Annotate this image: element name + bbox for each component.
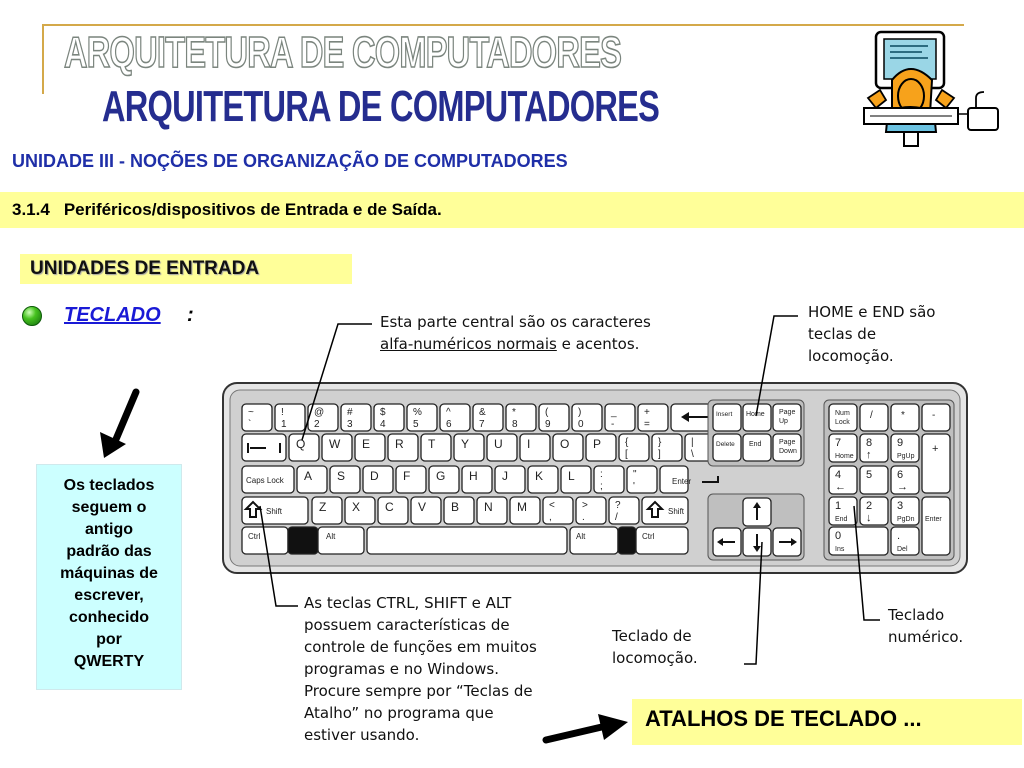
home-label: Home [746, 411, 765, 418]
kp-5-key [860, 466, 888, 494]
kp-2-key [860, 497, 888, 525]
annotation-ctrl-line: estiver usando. [304, 726, 420, 744]
annotation-ctrl-line: programas e no Windows. [304, 660, 499, 678]
qwerty-note-line: por [96, 631, 122, 648]
kp-digit-label: 5 [866, 469, 873, 481]
annotation-numerico [888, 604, 963, 648]
key-7 [473, 404, 503, 431]
key-0 [242, 404, 272, 431]
annotation-central-line2 [380, 333, 651, 355]
key-label: 7 [479, 419, 485, 430]
qwerty-note-line: padrão das [66, 543, 152, 560]
key-label: Y [461, 437, 470, 451]
key-label: P [593, 437, 602, 451]
key-label: H [469, 469, 478, 483]
key-label-shift: } [658, 437, 662, 448]
kp-digit-label: 0 [835, 530, 842, 542]
key-label: T [428, 437, 436, 451]
annotation-numerico-line: Teclado [888, 606, 945, 624]
annotation-home-end [808, 301, 935, 367]
annotation-central-underlined: alfa-numéricos normais [380, 335, 557, 353]
kp-enter-label: Enter [925, 516, 942, 523]
kp-minus-label: - [932, 410, 936, 421]
keyboard-illustration [222, 378, 968, 576]
annotation-home-end-line: HOME e END são [808, 303, 936, 321]
arrow-right-icon [542, 712, 630, 744]
page-up-label: Up [779, 418, 788, 425]
key-label: ] [658, 449, 661, 460]
kp-del-label: Del [897, 546, 908, 553]
kp-digit-label: 1 [835, 500, 842, 512]
key-zpunct-2 [609, 497, 639, 524]
kp-8-key [860, 434, 888, 462]
key-label: U [494, 437, 503, 451]
qwerty-note-line: máquinas de [60, 565, 158, 582]
kp-sub-label: ↓ [866, 512, 872, 524]
key-label: / [615, 512, 618, 523]
key-label: ` [248, 419, 252, 430]
kp-digit-label: 8 [866, 437, 873, 449]
kp-sub-label: ↑ [866, 449, 872, 461]
kp-sub-label: PgDn [897, 516, 915, 523]
annotation-locomocao-line: Teclado de [612, 627, 692, 645]
key-label: Q [296, 437, 306, 451]
key-label: 8 [512, 419, 518, 430]
key-zpunct-1 [576, 497, 606, 524]
qwerty-note-line: Os teclados [63, 477, 155, 494]
key-label-shift: ( [545, 407, 549, 418]
ctrl-left-label: Ctrl [248, 532, 261, 541]
annotation-numerico-line: numérico. [888, 628, 964, 646]
alt-left-label: Alt [326, 532, 336, 541]
qwerty-note-line: escrever, [74, 587, 144, 604]
key-label: L [568, 469, 575, 483]
kp-sub-label: PgUp [897, 453, 915, 460]
qwerty-note-line: conhecido [68, 609, 149, 626]
key-label: 2 [314, 419, 320, 430]
key-label: J [502, 469, 508, 483]
key-bracket-1 [652, 434, 682, 461]
key-label-shift: > [582, 500, 588, 511]
end-label: End [749, 441, 762, 448]
caps-lock-label: Caps Lock [246, 476, 284, 485]
delete-label: Delete [716, 441, 735, 448]
key-label-shift: @ [314, 407, 325, 418]
section-heading [12, 200, 442, 220]
kp-dot-label: . [897, 530, 901, 542]
annotation-central-line1: Esta parte central são os caracteres [380, 313, 651, 331]
annotation-locomocao-line: locomoção. [612, 649, 698, 667]
key-label-shift: # [347, 407, 353, 418]
key-punct-0 [594, 466, 624, 493]
section-title: Periféricos/dispositivos de Entrada e de Saída. [63, 200, 442, 219]
key-label-shift: _ [611, 407, 617, 418]
annotation-ctrl-line: controle de funções em muitos [304, 638, 537, 656]
teclado-colon: : [187, 304, 194, 326]
units-label: UNIDADES DE ENTRADA [30, 258, 260, 279]
computer-user-clipart-icon [862, 28, 1006, 152]
key-label: I [527, 437, 531, 451]
kp-ins-label: Ins [835, 546, 845, 553]
annotation-home-end-line: teclas de [808, 325, 877, 343]
key-label-shift: ? [615, 500, 621, 511]
key-label-shift: ~ [248, 407, 254, 418]
key-label: ' [633, 481, 635, 492]
key-label-shift: | [691, 437, 694, 448]
teclado-link[interactable]: TECLADO [64, 304, 161, 326]
enter-label: Enter [672, 477, 692, 486]
kp-sub-label: ← [835, 481, 846, 493]
key-f [396, 466, 426, 493]
kp-asterisk-key [891, 404, 919, 431]
annotation-central [380, 311, 651, 355]
arrow-down-icon [90, 388, 150, 460]
kp-minus-key [922, 404, 950, 431]
key-label: 9 [545, 419, 551, 430]
key-l [561, 466, 591, 493]
key-10 [572, 404, 602, 431]
key-11 [605, 404, 635, 431]
key-label-shift: ! [281, 407, 284, 418]
num-lock-label: Lock [835, 419, 850, 426]
kp-digit-label: 2 [866, 500, 873, 512]
page-title: ARQUITETURA DE COMPUTADORES [102, 82, 660, 131]
key-label: R [395, 437, 404, 451]
key-3 [341, 404, 371, 431]
kp-plus-label: + [932, 443, 939, 455]
key-label: E [362, 437, 371, 451]
key-label: 6 [446, 419, 452, 430]
insert-label: Insert [716, 411, 733, 418]
windows-right-key [618, 527, 636, 554]
key-label: F [403, 469, 411, 483]
key-label: V [418, 500, 427, 514]
key-label-shift: ^ [446, 407, 451, 418]
section-number: 3.1.4 [12, 200, 50, 219]
key-label-shift: " [633, 469, 637, 480]
atalhos-label: ATALHOS DE TECLADO ... [645, 706, 922, 731]
key-label: D [370, 469, 379, 483]
key-6 [440, 404, 470, 431]
key-label-shift: & [479, 407, 486, 418]
shift-left-label: Shift [266, 507, 283, 516]
key-label: O [560, 437, 570, 451]
kp-digit-label: 3 [897, 500, 904, 512]
key-label: K [535, 469, 544, 483]
kp-digit-label: 9 [897, 437, 904, 449]
alt-right-label: Alt [576, 532, 586, 541]
key-label: \ [691, 449, 694, 460]
key-label: ; [600, 481, 603, 492]
keyboard-keys [242, 400, 954, 560]
key-t [421, 434, 451, 461]
key-z [312, 497, 342, 524]
kp-digit-label: 4 [835, 469, 842, 481]
key-label: [ [625, 449, 628, 460]
num-lock-key [829, 404, 857, 431]
key-label: S [337, 469, 346, 483]
key-label: 4 [380, 419, 386, 430]
title-shadow: ARQUITETURA DE COMPUTADORES [64, 28, 622, 77]
key-label-shift: { [625, 437, 629, 448]
ctrl-right-label: Ctrl [642, 532, 655, 541]
key-1 [275, 404, 305, 431]
key-8 [506, 404, 536, 431]
key-label-shift: : [600, 469, 603, 480]
shift-right-label: Shift [668, 507, 685, 516]
key-label: 3 [347, 419, 353, 430]
key-label-shift: ) [578, 407, 582, 418]
key-j [495, 466, 525, 493]
kp-digit-label: 7 [835, 437, 842, 449]
key-label: . [582, 512, 585, 523]
annotation-central-rest: e acentos. [556, 335, 640, 353]
kp-asterisk-label: * [901, 410, 905, 421]
annotation-locomocao [612, 625, 698, 669]
spacebar-key [367, 527, 567, 554]
key-9 [539, 404, 569, 431]
kp-digit-label: 6 [897, 469, 904, 481]
page-down-label: Page [779, 439, 796, 446]
kp-slash-label: / [870, 410, 873, 421]
key-label: W [329, 437, 341, 451]
key-label: , [549, 512, 552, 523]
kp-slash-key [860, 404, 888, 431]
num-lock-label: Num [835, 410, 850, 417]
key-label: C [385, 500, 394, 514]
qwerty-note-line: seguem o [71, 499, 147, 516]
key-label-shift: % [413, 407, 422, 418]
green-bullet-icon [22, 306, 42, 326]
key-label: Z [319, 500, 327, 514]
alt-left-key [318, 527, 364, 554]
annotation-home-end-line: locomoção. [808, 347, 894, 365]
key-label: G [436, 469, 446, 483]
annotation-ctrl-line: possuem características de [304, 616, 510, 634]
key-5 [407, 404, 437, 431]
key-zpunct-0 [543, 497, 573, 524]
kp-sub-label: → [897, 481, 908, 493]
key-label-shift: $ [380, 407, 386, 418]
key-4 [374, 404, 404, 431]
page-down-label: Down [779, 448, 797, 455]
windows-left-key [288, 527, 318, 554]
key-label: A [304, 469, 313, 483]
key-label: - [611, 419, 615, 430]
key-label-shift: < [549, 500, 555, 511]
key-bracket-0 [619, 434, 649, 461]
key-label: = [644, 419, 650, 430]
key-i [520, 434, 550, 461]
annotation-ctrl-line: As teclas CTRL, SHIFT e ALT [304, 594, 512, 612]
key-label: N [484, 500, 493, 514]
unit-title: UNIDADE III - NOÇÕES DE ORGANIZAÇÃO DE COMPUTADORES [12, 151, 568, 171]
page-up-label: Page [779, 409, 796, 416]
kp-sub-label: Home [835, 453, 854, 460]
key-label: B [451, 500, 460, 514]
key-label: 0 [578, 419, 584, 430]
key-12 [638, 404, 668, 431]
qwerty-note-line: antigo [85, 521, 133, 538]
annotation-ctrl-shift-alt [304, 592, 537, 746]
key-label: 5 [413, 419, 419, 430]
key-label: 1 [281, 419, 287, 430]
annotation-ctrl-line: Procure sempre por “Teclas de [304, 682, 533, 700]
key-label: M [517, 500, 527, 514]
annotation-ctrl-line: Atalho” no programa que [304, 704, 494, 722]
qwerty-note-box [36, 464, 182, 690]
key-label-shift: * [512, 407, 516, 418]
kp-enter-key [922, 497, 950, 555]
key-label-shift: + [644, 407, 650, 418]
key-punct-1 [627, 466, 657, 493]
qwerty-note-line: QWERTY [73, 653, 145, 670]
kp-sub-label: End [835, 516, 848, 523]
key-label: X [352, 500, 361, 514]
